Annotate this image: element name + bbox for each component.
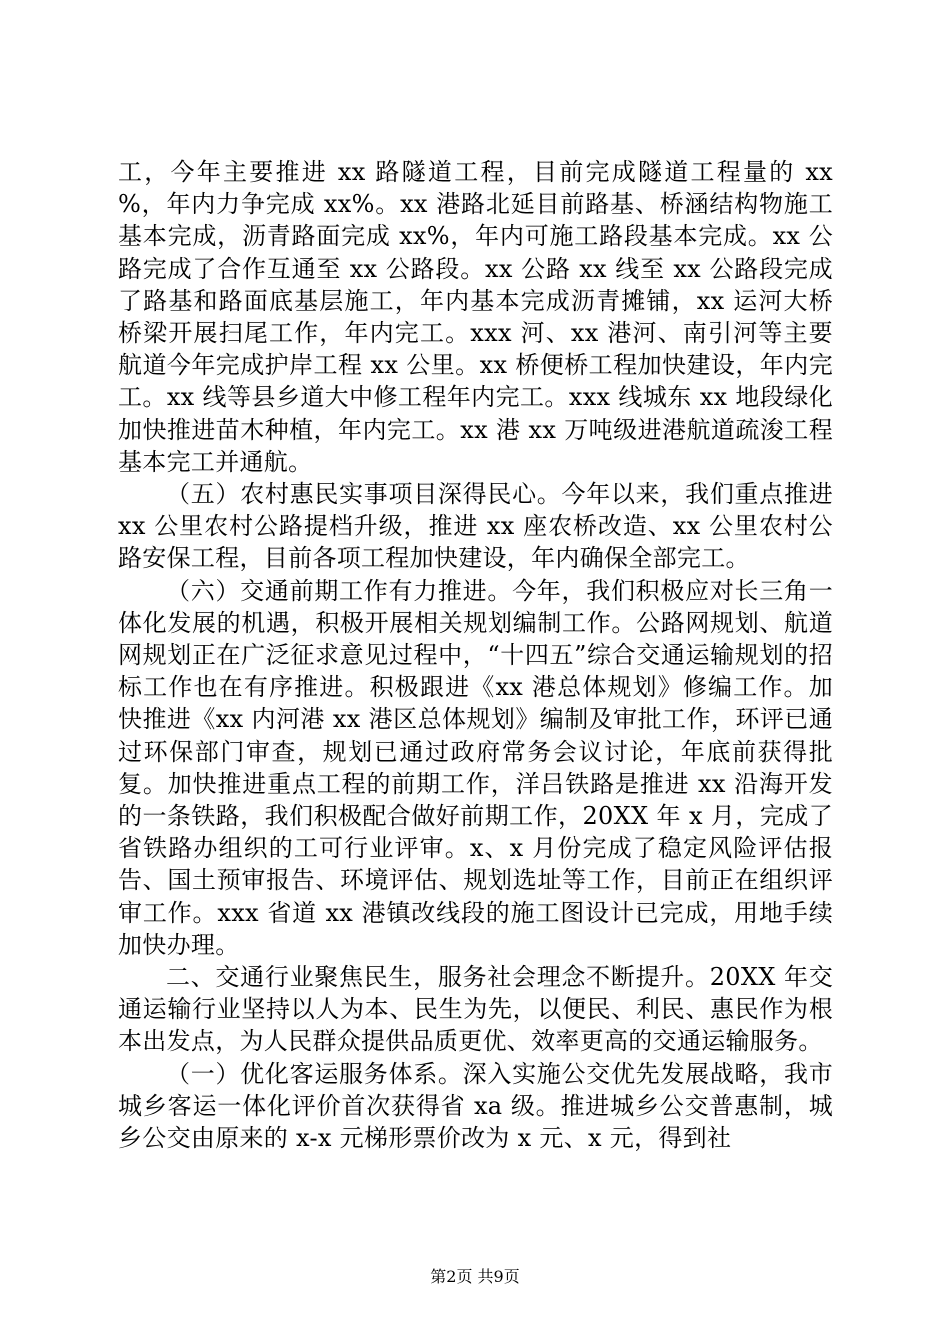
document-body [118, 156, 833, 1154]
paragraph-rural-projects: （五）农村惠民实事项目深得民心。今年以来，我们重点推进 xx 公里农村公路提档升级，推进 xx 座农桥改造、xx 公里农村公路安保工程，目前各项工程加快建设，年内确保全部完工。 [118, 480, 833, 573]
paragraph-preliminary-work: （六）交通前期工作有力推进。今年，我们积极应对长三角一体化发展的机遇，积极开展相关规划编制工作。公路网规划、航道网规划正在广泛征求意见过程中，“十四五”综合交通运输规划的招标工作也在有序推进。积极跟进《xx 港总体规划》修编工作。加快推进《xx 内河港 xx 港区总体规划》编制及审批工作，环评已通过环保部门审查，规划已通过政府常务会议讨论，年底前获得批复。加快推进重点工程的前期工作，洋吕铁路是推进 xx 沿海开发的一条铁路，我们积极配合做好前期工作，20XX 年 x 月，完成了省铁路办组织的工可行业评审。x、x 月份完成了稳定风险评估报告、国土预审报告、环境评估、规划选址等工作，目前正在组织评审工作。xxx 省道 xx 港镇改线段的施工图设计已完成，用地手续加快办理。 [118, 576, 833, 959]
paragraph-passenger-service: （一）优化客运服务体系。深入实施公交优先发展战略，我市城乡客运一体化评价首次获得省 xa 级。推进城乡公交普惠制，城乡公交由原来的 x-x 元梯形票价改为 x 元、x 元，得到社 [118, 1059, 833, 1153]
paragraph-section-two-heading: 二、交通行业聚焦民生，服务社会理念不断提升。20XX 年交通运输行业坚持以人为本、民生为先，以便民、利民、惠民作为根本出发点，为人民群众提供品质更优、效率更高的交通运输服务。 [118, 963, 833, 1056]
page-footer: 第2页 共9页 [430, 1267, 520, 1286]
paragraph-continuation: 工，今年主要推进 xx 路隧道工程，目前完成隧道工程量的 xx %，年内力争完成 xx%。xx 港路北延目前路基、桥涵结构物施工基本完成，沥青路面完成 xx%，年内可施工路段基本完成。xx 公路完成了合作互通至 xx 公路段。xx 公路 xx 线至 xx 公路段完成了路基和路面底基层施工，年内基本完成沥青摊铺，xx 运河大桥桥梁开展扫尾工作，年内完工。xxx 河、xx 港河、南引河等主要航道今年完成护岸工程 xx 公里。xx 桥便桥工程加快建设，年内完工。xx 线等县乡道大中修工程年内完工。xxx 线城东 xx 地段绿化加快推进苗木种植，年内完工。xx 港 xx 万吨级进港航道疏浚工程基本完工并通航。 [118, 158, 833, 476]
